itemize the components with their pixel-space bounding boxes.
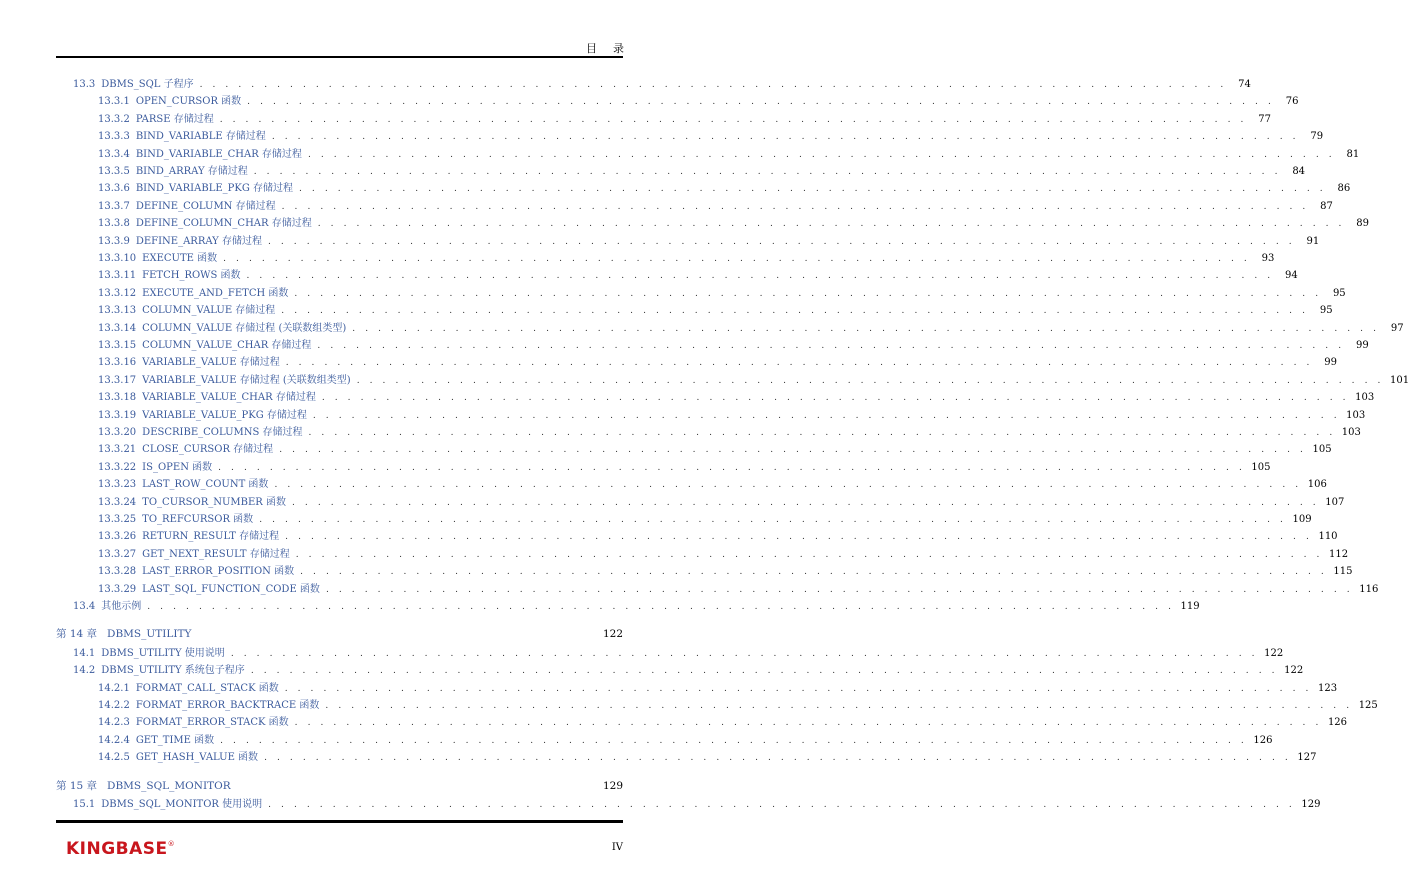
toc-entry-number: 13.3.26 <box>98 531 137 543</box>
toc-leader-dots: . . . . . . . . . . . . . . . . . . . . . . . . . . . . . . . . . . . . . . . . . . . . . . . . . . . . . . . . . . . . . . . . . . . . . . . . . . . . . . . . <box>294 718 1322 729</box>
toc-entry-page[interactable]: 122 <box>1264 647 1284 659</box>
toc-leader-dots: . . . . . . . . . . . . . . . . . . . . . . . . . . . . . . . . . . . . . . . . . . . . . . . . . . . . . . . . . . . . . . . . . . . . . . . . . . . . . . . . <box>299 184 1327 195</box>
toc-leader-dots: . . . . . . . . . . . . . . . . . . . . . . . . . . . . . . . . . . . . . . . . . . . . . . . . . . . . . . . . . . . . . . . . . . . . . . . . . . . . . . . . <box>321 393 1350 404</box>
toc-entry[interactable] <box>56 388 1375 405</box>
toc-entry-page[interactable]: 95 <box>1332 287 1346 299</box>
toc-entry-number: 13.3.4 <box>98 148 130 160</box>
toc-entry-number: 14.2.4 <box>98 734 130 746</box>
toc-entry-page[interactable]: 129 <box>602 779 623 792</box>
toc-entry-title[interactable]: DBMS_UTILITY <box>107 628 192 641</box>
toc-entry[interactable] <box>56 748 1317 765</box>
toc-entry-title[interactable]: FORMAT_CALL_STACK 函数 <box>135 682 279 694</box>
toc-entry-number: 13.3 <box>73 79 96 90</box>
toc-entry-page[interactable]: 110 <box>1318 531 1338 543</box>
toc-entry-number: 13.3.17 <box>98 374 137 386</box>
toc-entry-page[interactable]: 91 <box>1306 235 1320 247</box>
toc-entry[interactable] <box>56 597 1200 614</box>
toc-entry[interactable] <box>56 679 1338 696</box>
toc-entry-page[interactable]: 84 <box>1292 166 1306 177</box>
toc-entry[interactable] <box>56 110 1271 127</box>
toc-entry[interactable] <box>56 545 1349 562</box>
toc-leader-dots: . . . . . . . . . . . . . . . . . . . . . . . . . . . . . . . . . . . . . . . . . . . . . . . . . . . . . . . . . . . . . . . . . . . . . . . . . . . . . . . . <box>284 683 1312 694</box>
toc-leader-dots: . . . . . . . . . . . . . . . . . . . . . . . . . . . . . . . . . . . . . . . . . . . . . . . . . . . . . . . . . . . . . . . . . . . . . . . . . . . . . . . . <box>279 445 1307 456</box>
toc-leader-dots: . . . . . . . . . . . . . . . . . . . . . . . . . . . . . . . . . . . . . . . . . . . . . . . . . . . . . . . . . . . . . . . . . . . . . . . . . . . . . . . . <box>285 532 1313 543</box>
toc-entry-page[interactable]: 95 <box>1319 305 1333 317</box>
toc-entry-title[interactable]: COLUMN_VALUE 存储过程 (关联数组类型) <box>142 322 347 334</box>
toc-entry-title[interactable]: OPEN_CURSOR 函数 <box>135 96 242 108</box>
toc-entry-title[interactable]: GET_TIME 函数 <box>135 734 215 746</box>
toc-entry-number: 13.4 <box>73 601 96 612</box>
toc-entry-title[interactable]: VARIABLE_VALUE_PKG 存储过程 <box>142 409 307 421</box>
toc-entry-page[interactable]: 116 <box>1359 583 1379 595</box>
toc-entry[interactable] <box>56 336 1369 353</box>
toc-entry-title[interactable]: FORMAT_ERROR_BACKTRACE 函数 <box>135 700 320 711</box>
toc-entry-page[interactable]: 112 <box>1329 548 1349 560</box>
toc-leader-dots: . . . . . . . . . . . . . . . . . . . . . . . . . . . . . . . . . . . . . . . . . . . . . . . . . . . . . . . . . . . . . . . . . . . . . . . . . . . . . . . . <box>285 358 1313 369</box>
toc-leader-dots: . . . . . . . . . . . . . . . . . . . . . . . . . . . . . . . . . . . . . . . . . . . . . . . . . . . . . . . . . . . . . . . . . . . . . . . . . . . . . . . . <box>267 236 1296 247</box>
toc-entry[interactable] <box>56 527 1338 544</box>
toc-entry-title[interactable]: GET_NEXT_RESULT 存储过程 <box>142 548 290 560</box>
toc-entry[interactable] <box>56 145 1360 162</box>
toc-entry-number: 13.3.23 <box>98 479 137 491</box>
toc-chapter-entry[interactable] <box>56 626 623 643</box>
toc-entry[interactable] <box>56 423 1361 440</box>
toc-leader-dots: . . . . . . . . . . . . . . . . . . . . . . . . . . . . . . . . . . . . . . . . . . . . . . . . . . . . . . . . . . . . . . . . . . . . . . . . . . . . . . . . <box>294 288 1322 299</box>
toc-entry-title[interactable]: BIND_VARIABLE 存储过程 <box>135 131 266 143</box>
toc-entry-number: 13.3.13 <box>98 305 137 317</box>
toc-entry-page[interactable]: 123 <box>1318 682 1338 694</box>
toc-entry-title[interactable]: VARIABLE_VALUE_CHAR 存储过程 <box>142 392 316 404</box>
toc-entry-page[interactable]: 97 <box>1390 322 1404 334</box>
toc-entry[interactable] <box>56 162 1306 179</box>
toc-entry-number: 13.3.27 <box>98 548 137 560</box>
toc-entry[interactable] <box>56 197 1333 214</box>
toc-entry-title[interactable]: IS_OPEN 函数 <box>142 461 213 473</box>
toc-entry-page[interactable]: 103 <box>1346 409 1366 421</box>
toc-entry-page[interactable]: 99 <box>1355 340 1369 351</box>
toc-entry-number: 13.3.12 <box>98 287 137 299</box>
toc-entry-number: 13.3.10 <box>98 253 137 264</box>
toc-leader-dots: . . . . . . . . . . . . . . . . . . . . . . . . . . . . . . . . . . . . . . . . . . . . . . . . . . . . . . . . . . . . . . . . . . . . . . . . . . . . . . . . <box>220 735 1248 746</box>
toc-entry[interactable] <box>56 510 1312 527</box>
toc-entry-page[interactable]: 87 <box>1320 200 1333 212</box>
toc-entry-number: 13.3.25 <box>98 514 137 525</box>
toc-entry-title[interactable]: DBMS_UTILITY 系统包子程序 <box>101 665 245 677</box>
toc-entry[interactable] <box>56 458 1271 475</box>
toc-leader-dots: . . . . . . . . . . . . . . . . . . . . . . . . . . . . . . . . . . . . . . . . . . . . . . . . . . . . . . . . . . . . . . . . . . . . . . . . . . . . . . . . <box>268 800 1296 810</box>
toc-leader-dots: . . . . . . . . . . . . . . . . . . . . . . . . . . . . . . . . . . . . . . . . . . . . . . . . . . . . . . . . . . . . . . . . . . . . . . . . . . . . . . . . <box>259 515 1287 525</box>
toc-entry-number: 13.3.28 <box>98 566 137 578</box>
toc-entry-page[interactable]: 107 <box>1325 496 1345 508</box>
toc-entry[interactable] <box>56 371 1409 388</box>
toc-entry-page[interactable]: 106 <box>1307 479 1327 491</box>
toc-entry-page[interactable]: 103 <box>1341 427 1361 438</box>
toc-entry-page[interactable]: 125 <box>1358 700 1378 711</box>
toc-entry-number: 13.3.3 <box>98 131 130 143</box>
toc-entry-page[interactable]: 105 <box>1312 444 1332 456</box>
toc-entry-page[interactable]: 77 <box>1258 113 1271 125</box>
toc-entry-number: 13.3.11 <box>98 270 137 282</box>
toc-entry-number: 13.3.22 <box>98 461 137 473</box>
toc-entry-page[interactable]: 93 <box>1261 253 1275 264</box>
toc-leader-dots: . . . . . . . . . . . . . . . . . . . . . . . . . . . . . . . . . . . . . . . . . . . . . . . . . . . . . . . . . . . . . . . . . . . . . . . . . . . . . . . . <box>356 375 1384 386</box>
toc-entry-title[interactable]: COLUMN_VALUE 存储过程 <box>142 305 276 317</box>
toc-leader-dots: . . . . . . . . . . . . . . . . . . . . . . . . . . . . . . . . . . . . . . . . . . . . . . . . . . . . . . . . . . . . . . . . . . . . . . . . . . . . . . . . <box>312 410 1341 421</box>
toc-entry-number: 13.3.15 <box>98 340 137 351</box>
toc-entry-title[interactable]: LAST_ERROR_POSITION 函数 <box>142 566 295 578</box>
toc-entry-number: 14.2.5 <box>98 752 130 764</box>
toc-leader-dots: . . . . . . . . . . . . . . . . . . . . . . . . . . . . . . . . . . . . . . . . . . . . . . . . . . . . . . . . . . . . . . . . . . . . . . . . . . . . . . . . <box>281 201 1309 212</box>
toc-entry[interactable] <box>56 266 1298 283</box>
toc-entry-title[interactable]: LAST_SQL_FUNCTION_CODE 函数 <box>142 583 320 595</box>
toc-chapter-entry[interactable] <box>56 778 623 795</box>
toc-leader-dots: . . . . . . . . . . . . . . . . . . . . . . . . . . . . . . . . . . . . . . . . . . . . . . . . . . . . . . . . . . . . . . . . . . . . . . . . . . . . . . . . <box>300 567 1328 578</box>
toc-entry-title[interactable]: BIND_ARRAY 存储过程 <box>135 166 248 177</box>
toc-entry-page[interactable]: 101 <box>1389 374 1409 386</box>
toc-entry-title[interactable]: 其他示例 <box>101 601 142 612</box>
toc-entry-title[interactable]: PARSE 存储过程 <box>135 113 214 125</box>
toc-leader-dots: . . . . . . . . . . . . . . . . . . . . . . . . . . . . . . . . . . . . . . . . . . . . . . . . . . . . . . . . . . . . . . . . . . . . . . . . . . . . . . . . <box>250 666 1279 677</box>
toc-entry-title[interactable]: GET_HASH_VALUE 函数 <box>135 752 259 764</box>
toc-leader-dots: . . . . . . . . . . . . . . . . . . . . . . . . . . . . . . . . . . . . . . . . . . . . . . . . . . . . . . . . . . . . . . . . . . . . . . . . . . . . . . . . <box>352 323 1380 334</box>
toc-entry-page[interactable]: 126 <box>1327 717 1348 729</box>
toc-entry-title[interactable]: BIND_VARIABLE_CHAR 存储过程 <box>135 148 302 160</box>
toc-entry-page[interactable]: 81 <box>1346 148 1360 160</box>
toc-entry-title[interactable]: DBMS_UTILITY 使用说明 <box>101 647 225 659</box>
toc-entry-page[interactable]: 94 <box>1285 270 1298 282</box>
toc-entry[interactable] <box>56 644 1284 661</box>
toc-entry-title[interactable]: DESCRIBE_COLUMNS 存储过程 <box>142 427 303 438</box>
toc-entry[interactable] <box>56 795 1321 812</box>
toc-entry-page[interactable]: 76 <box>1285 96 1299 108</box>
toc-entry-title[interactable]: DBMS_SQL 子程序 <box>101 79 194 90</box>
toc-entry-page[interactable]: 127 <box>1297 752 1317 764</box>
toc-entry-title[interactable]: FETCH_ROWS 函数 <box>142 270 241 282</box>
kingbase-logo: KINGBASE® <box>66 839 176 859</box>
toc-entry-title[interactable]: RETURN_RESULT 存储过程 <box>142 531 280 543</box>
toc-leader-dots: . . . . . . . . . . . . . . . . . . . . . . . . . . . . . . . . . . . . . . . . . . . . . . . . . . . . . . . . . . . . . . . . . . . . . . . . . . . . . . . . <box>199 80 1227 90</box>
toc-entry-number: 13.3.20 <box>98 427 137 438</box>
toc-entry[interactable] <box>56 232 1320 249</box>
toc-leader-dots: . . . . . . . . . . . . . . . . . . . . . . . . . . . . . . . . . . . . . . . . . . . . . . . . . . . . . . . . . . . . . . . . . . . . . . . . . . . . . . . . <box>325 584 1354 595</box>
toc-leader-dots: . . . . . . . . . . . . . . . . . . . . . . . . . . . . . . . . . . . . . . . . . . . . . . . . . . . . . . . . . . . . . . . . . . . . . . . . . . . . . . . . <box>317 341 1345 351</box>
toc-entry-title[interactable]: BIND_VARIABLE_PKG 存储过程 <box>135 183 293 195</box>
toc-entry-page[interactable]: 119 <box>1180 601 1200 612</box>
toc-entry-number: 14.1 <box>73 647 96 659</box>
toc-entry-title[interactable]: FORMAT_ERROR_STACK 函数 <box>135 717 289 729</box>
toc-entry-title[interactable]: TO_CURSOR_NUMBER 函数 <box>142 496 286 508</box>
toc-entry-title[interactable]: LAST_ROW_COUNT 函数 <box>142 479 269 491</box>
toc-entry-title[interactable]: COLUMN_VALUE_CHAR 存储过程 <box>142 340 312 351</box>
page-number: IV <box>611 842 623 853</box>
toc-entry-title[interactable]: CLOSE_CURSOR 存储过程 <box>142 444 274 456</box>
toc-entry-title[interactable]: EXECUTE 函数 <box>142 253 218 264</box>
toc-entry-number: 13.3.9 <box>98 235 130 247</box>
footer-rule <box>56 820 623 823</box>
toc-leader-dots: . . . . . . . . . . . . . . . . . . . . . . . . . . . . . . . . . . . . . . . . . . . . . . . . . . . . . . . . . . . . . . . . . . . . . . . . . . . . . . . . <box>247 97 1275 108</box>
toc-entry-number: 13.3.2 <box>98 113 130 125</box>
toc-entry[interactable] <box>56 562 1353 579</box>
toc-entry-title[interactable]: DBMS_SQL_MONITOR <box>107 779 231 792</box>
toc-entry-number: 13.3.1 <box>98 96 130 108</box>
toc-entry-number: 13.3.16 <box>98 357 137 369</box>
toc-entry-number: 13.3.8 <box>98 218 130 230</box>
toc-leader-dots: . . . . . . . . . . . . . . . . . . . . . . . . . . . . . . . . . . . . . . . . . . . . . . . . . . . . . . . . . . . . . . . . . . . . . . . . . . . . . . . . <box>271 132 1300 143</box>
toc-entry-title[interactable]: DEFINE_ARRAY 存储过程 <box>135 235 262 247</box>
toc-leader-dots: . . . . . . . . . . . . . . . . . . . . . . . . . . . . . . . . . . . . . . . . . . . . . . . . . . . . . . . . . . . . . . . . . . . . . . . . . . . . . . . . <box>246 271 1274 282</box>
toc-entry[interactable] <box>56 214 1370 231</box>
toc-entry-number: 13.3.24 <box>98 496 137 508</box>
toc-entry-page[interactable]: 115 <box>1333 566 1353 578</box>
toc-entry[interactable] <box>56 731 1273 748</box>
toc-leader-dots: . . . . . . . . . . . . . . . . . . . . . . . . . . . . . . . . . . . . . . . . . . . . . . . . . . . . . . . . . . . . . . . . . . . . . . . . . . . . . . . . <box>307 149 1336 160</box>
toc-entry-number: 13.3.18 <box>98 392 137 404</box>
toc-entry-page[interactable]: 122 <box>1284 665 1304 677</box>
toc-entry[interactable] <box>56 440 1332 457</box>
toc-entry-number: 第 14 章 <box>56 628 98 641</box>
toc-entry[interactable] <box>56 696 1378 713</box>
toc-entry-number: 13.3.29 <box>98 583 137 595</box>
toc-entry-title[interactable]: DEFINE_COLUMN 存储过程 <box>135 200 276 212</box>
toc-entry[interactable] <box>56 713 1348 730</box>
toc-entry-page[interactable]: 89 <box>1356 218 1370 230</box>
toc-entry-page[interactable]: 109 <box>1292 514 1312 525</box>
toc-entry-number: 13.3.14 <box>98 322 137 334</box>
toc-entry-title[interactable]: DBMS_SQL_MONITOR 使用说明 <box>101 799 263 810</box>
toc-leader-dots: . . . . . . . . . . . . . . . . . . . . . . . . . . . . . . . . . . . . . . . . . . . . . . . . . . . . . . . . . . . . . . . . . . . . . . . . . . . . . . . . <box>264 753 1292 764</box>
toc-entry-page[interactable]: 74 <box>1238 79 1251 90</box>
toc-leader-dots: . . . . . . . . . . . . . . . . . . . . . . . . . . . . . . . . . . . . . . . . . . . . . . . . . . . . . . . . . . . . . . . . . . . . . . . . . . . . . . . . <box>295 549 1324 560</box>
toc-entry-page[interactable]: 105 <box>1251 461 1271 473</box>
toc-entry-title[interactable]: EXECUTE_AND_FETCH 函数 <box>142 287 289 299</box>
toc-entry[interactable] <box>56 75 1251 92</box>
toc-entry-number: 13.3.19 <box>98 409 137 421</box>
toc-leader-dots: . . . . . . . . . . . . . . . . . . . . . . . . . . . . . . . . . . . . . . . . . . . . . . . . . . . . . . . . . . . . . . . . . . . . . . . . . . . . . . . . <box>308 428 1336 438</box>
toc-entry-number: 13.3.6 <box>98 183 130 195</box>
toc-entry[interactable] <box>56 353 1337 370</box>
toc-leader-dots: . . . . . . . . . . . . . . . . . . . . . . . . . . . . . . . . . . . . . . . . . . . . . . . . . . . . . . . . . . . . . . . . . . . . . . . . . . . . . . . . <box>325 701 1353 711</box>
toc-entry-page[interactable]: 126 <box>1253 734 1273 746</box>
toc-entry-number: 14.2 <box>73 665 96 677</box>
toc-entry[interactable] <box>56 580 1379 597</box>
toc-entry-title[interactable]: VARIABLE_VALUE 存储过程 (关联数组类型) <box>142 374 351 386</box>
toc-leader-dots: . . . . . . . . . . . . . . . . . . . . . . . . . . . . . . . . . . . . . . . . . . . . . . . . . . . . . . . . . . . . . . . . . . . . . . . . . . . . . . . . <box>317 219 1346 230</box>
toc-entry-title[interactable]: DEFINE_COLUMN_CHAR 存储过程 <box>135 218 312 230</box>
toc-entry[interactable] <box>56 249 1275 266</box>
toc-entry-page[interactable]: 103 <box>1355 392 1375 404</box>
toc-entry[interactable] <box>56 475 1327 492</box>
toc-entry[interactable] <box>56 493 1345 510</box>
toc-entry-page[interactable]: 122 <box>602 628 623 641</box>
toc-entry-number: 13.3.21 <box>98 444 137 456</box>
toc-leader-dots: . . . . . . . . . . . . . . . . . . . . . . . . . . . . . . . . . . . . . . . . . . . . . . . . . . . . . . . . . . . . . . . . . . . . . . . . . . . . . . . . <box>223 254 1251 264</box>
toc-leader-dots: . . . . . . . . . . . . . . . . . . . . . . . . . . . . . . . . . . . . . . . . . . . . . . . . . . . . . . . . . . . . . . . . . . . . . . . . . . . . . . . . <box>292 497 1320 508</box>
toc-entry-number: 13.3.7 <box>98 200 130 212</box>
toc-entry-number: 15.1 <box>73 799 96 810</box>
toc-leader-dots: . . . . . . . . . . . . . . . . . . . . . . . . . . . . . . . . . . . . . . . . . . . . . . . . . . . . . . . . . . . . . . . . . . . . . . . . . . . . . . . . <box>219 114 1247 125</box>
toc-entry-number: 14.2.3 <box>98 717 130 729</box>
toc-entry-number: 13.3.5 <box>98 166 130 177</box>
toc-entry[interactable] <box>56 179 1351 196</box>
header-rule <box>56 56 623 58</box>
running-header-title: 目录 <box>586 42 640 55</box>
toc-entry-page[interactable]: 99 <box>1324 357 1337 369</box>
toc-leader-dots: . . . . . . . . . . . . . . . . . . . . . . . . . . . . . . . . . . . . . . . . . . . . . . . . . . . . . . . . . . . . . . . . . . . . . . . . . . . . . . . . <box>218 462 1246 473</box>
toc-entry-title[interactable]: VARIABLE_VALUE 存储过程 <box>142 357 280 369</box>
toc-leader-dots: . . . . . . . . . . . . . . . . . . . . . . . . . . . . . . . . . . . . . . . . . . . . . . . . . . . . . . . . . . . . . . . . . . . . . . . . . . . . . . . . <box>147 602 1175 612</box>
toc-entry[interactable] <box>56 319 1404 336</box>
toc-entry-number: 14.2.2 <box>98 700 130 711</box>
toc-entry-page[interactable]: 86 <box>1337 183 1351 195</box>
toc-entry[interactable] <box>56 284 1346 301</box>
toc-entry[interactable] <box>56 127 1324 144</box>
toc-leader-dots: . . . . . . . . . . . . . . . . . . . . . . . . . . . . . . . . . . . . . . . . . . . . . . . . . . . . . . . . . . . . . . . . . . . . . . . . . . . . . . . . <box>274 480 1302 491</box>
toc-entry[interactable] <box>56 92 1299 109</box>
toc-entry[interactable] <box>56 661 1304 678</box>
toc-entry-title[interactable]: TO_REFCURSOR 函数 <box>142 514 254 525</box>
toc-entry[interactable] <box>56 406 1366 423</box>
toc-leader-dots: . . . . . . . . . . . . . . . . . . . . . . . . . . . . . . . . . . . . . . . . . . . . . . . . . . . . . . . . . . . . . . . . . . . . . . . . . . . . . . . . <box>230 648 1259 659</box>
toc-entry-page[interactable]: 79 <box>1310 131 1324 143</box>
toc-entry[interactable] <box>56 301 1333 318</box>
toc-leader-dots: . . . . . . . . . . . . . . . . . . . . . . . . . . . . . . . . . . . . . . . . . . . . . . . . . . . . . . . . . . . . . . . . . . . . . . . . . . . . . . . . <box>281 306 1309 317</box>
toc-leader-dots: . . . . . . . . . . . . . . . . . . . . . . . . . . . . . . . . . . . . . . . . . . . . . . . . . . . . . . . . . . . . . . . . . . . . . . . . . . . . . . . . <box>253 167 1282 177</box>
toc-entry-number: 14.2.1 <box>98 682 130 694</box>
toc-entry-page[interactable]: 129 <box>1301 799 1321 810</box>
toc-entry-number: 第 15 章 <box>56 779 98 792</box>
